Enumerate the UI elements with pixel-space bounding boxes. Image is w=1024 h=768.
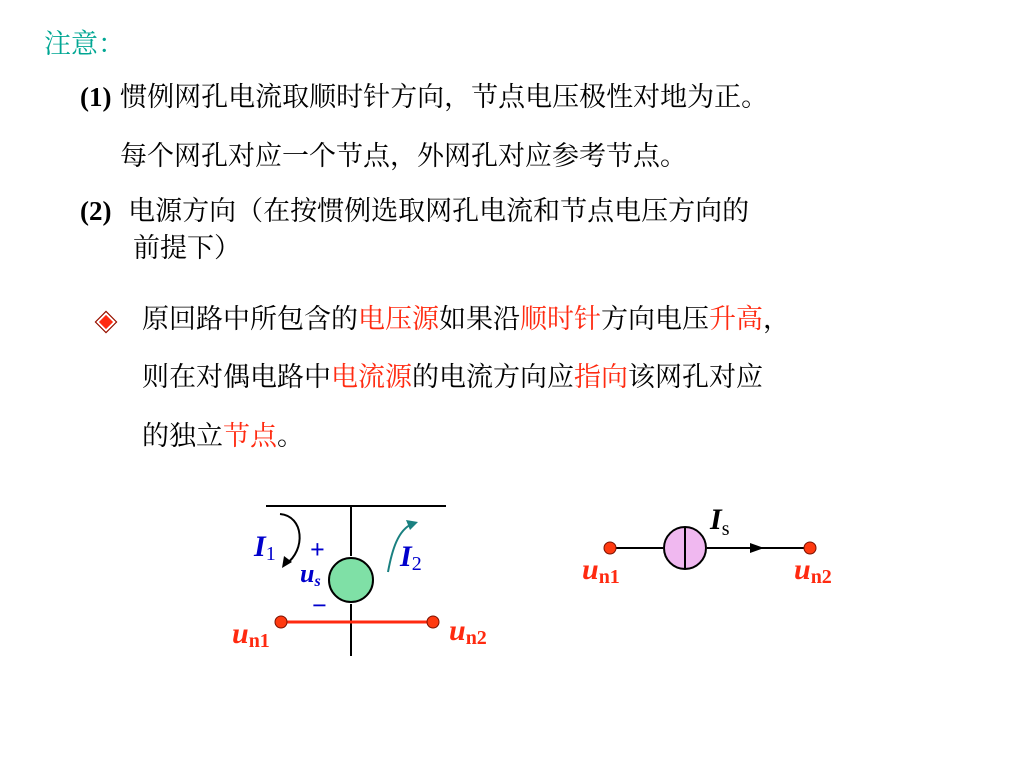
- bullet-text: 方向电压: [601, 304, 709, 335]
- node1-dot: [275, 616, 287, 628]
- node-circuit-diagram: [570, 495, 860, 605]
- highlight-current-source: 电流源: [331, 362, 412, 393]
- mesh-circuit-diagram: [220, 490, 510, 670]
- mesh2-arrowhead-icon: [406, 520, 418, 530]
- bullet-text: 则在对偶电路中: [142, 362, 331, 393]
- highlight-node: 节点: [223, 421, 277, 452]
- bullet-text: ，: [763, 304, 790, 335]
- bullet-text: 的独立: [142, 421, 223, 452]
- current-source-label: $I_s$: [710, 503, 730, 540]
- bullet-line1: [142, 303, 790, 337]
- bullet-text: 。: [277, 421, 304, 452]
- node2-label: un2: [449, 614, 487, 649]
- node2-label: un2: [794, 553, 832, 588]
- bullet-text: 的电流方向应: [412, 362, 574, 393]
- mesh2-label: I2: [400, 540, 422, 575]
- mesh1-label: I1: [254, 530, 276, 565]
- item2-line2: 前提下）: [133, 233, 241, 264]
- bullet-text: 原回路中所包含的: [142, 304, 358, 335]
- voltage-source-icon: [329, 558, 373, 602]
- item1-line1: [80, 80, 768, 115]
- note-title: 注意：: [44, 29, 125, 60]
- highlight-voltage-source: 电压源: [358, 304, 439, 335]
- item1-number: (1): [80, 82, 112, 112]
- bullet-text: 如果沿: [439, 304, 520, 335]
- node1-label: un1: [232, 617, 270, 652]
- diamond-bullet-icon: [95, 311, 118, 334]
- node1-dot: [604, 542, 616, 554]
- item2-line1: [80, 194, 749, 229]
- mesh1-arrow-icon: [280, 514, 300, 564]
- highlight-rise: 升高: [709, 304, 763, 335]
- bullet-text: 该网孔对应: [628, 362, 763, 393]
- mesh1-arrowhead-icon: [282, 556, 292, 568]
- item1-text: 惯例网孔电流取顺时针方向，节点电压极性对地为正。: [120, 82, 769, 113]
- node2-dot: [427, 616, 439, 628]
- highlight-clockwise: 顺时针: [520, 304, 601, 335]
- item2-text: 电源方向（在按惯例选取网孔电流和节点电压方向的: [128, 196, 750, 227]
- minus-sign: −: [312, 591, 327, 620]
- item1-line2: 每个网孔对应一个节点，外网孔对应参考节点。: [120, 141, 687, 172]
- plus-sign: +: [310, 535, 325, 564]
- current-arrow-icon: [750, 543, 764, 553]
- highlight-point-to: 指向: [574, 362, 628, 393]
- item2-number: (2): [80, 196, 112, 226]
- bullet-line2: [142, 361, 763, 395]
- source-voltage-label: us: [300, 559, 321, 590]
- node1-label: un1: [582, 553, 620, 588]
- bullet-line3: [142, 420, 304, 454]
